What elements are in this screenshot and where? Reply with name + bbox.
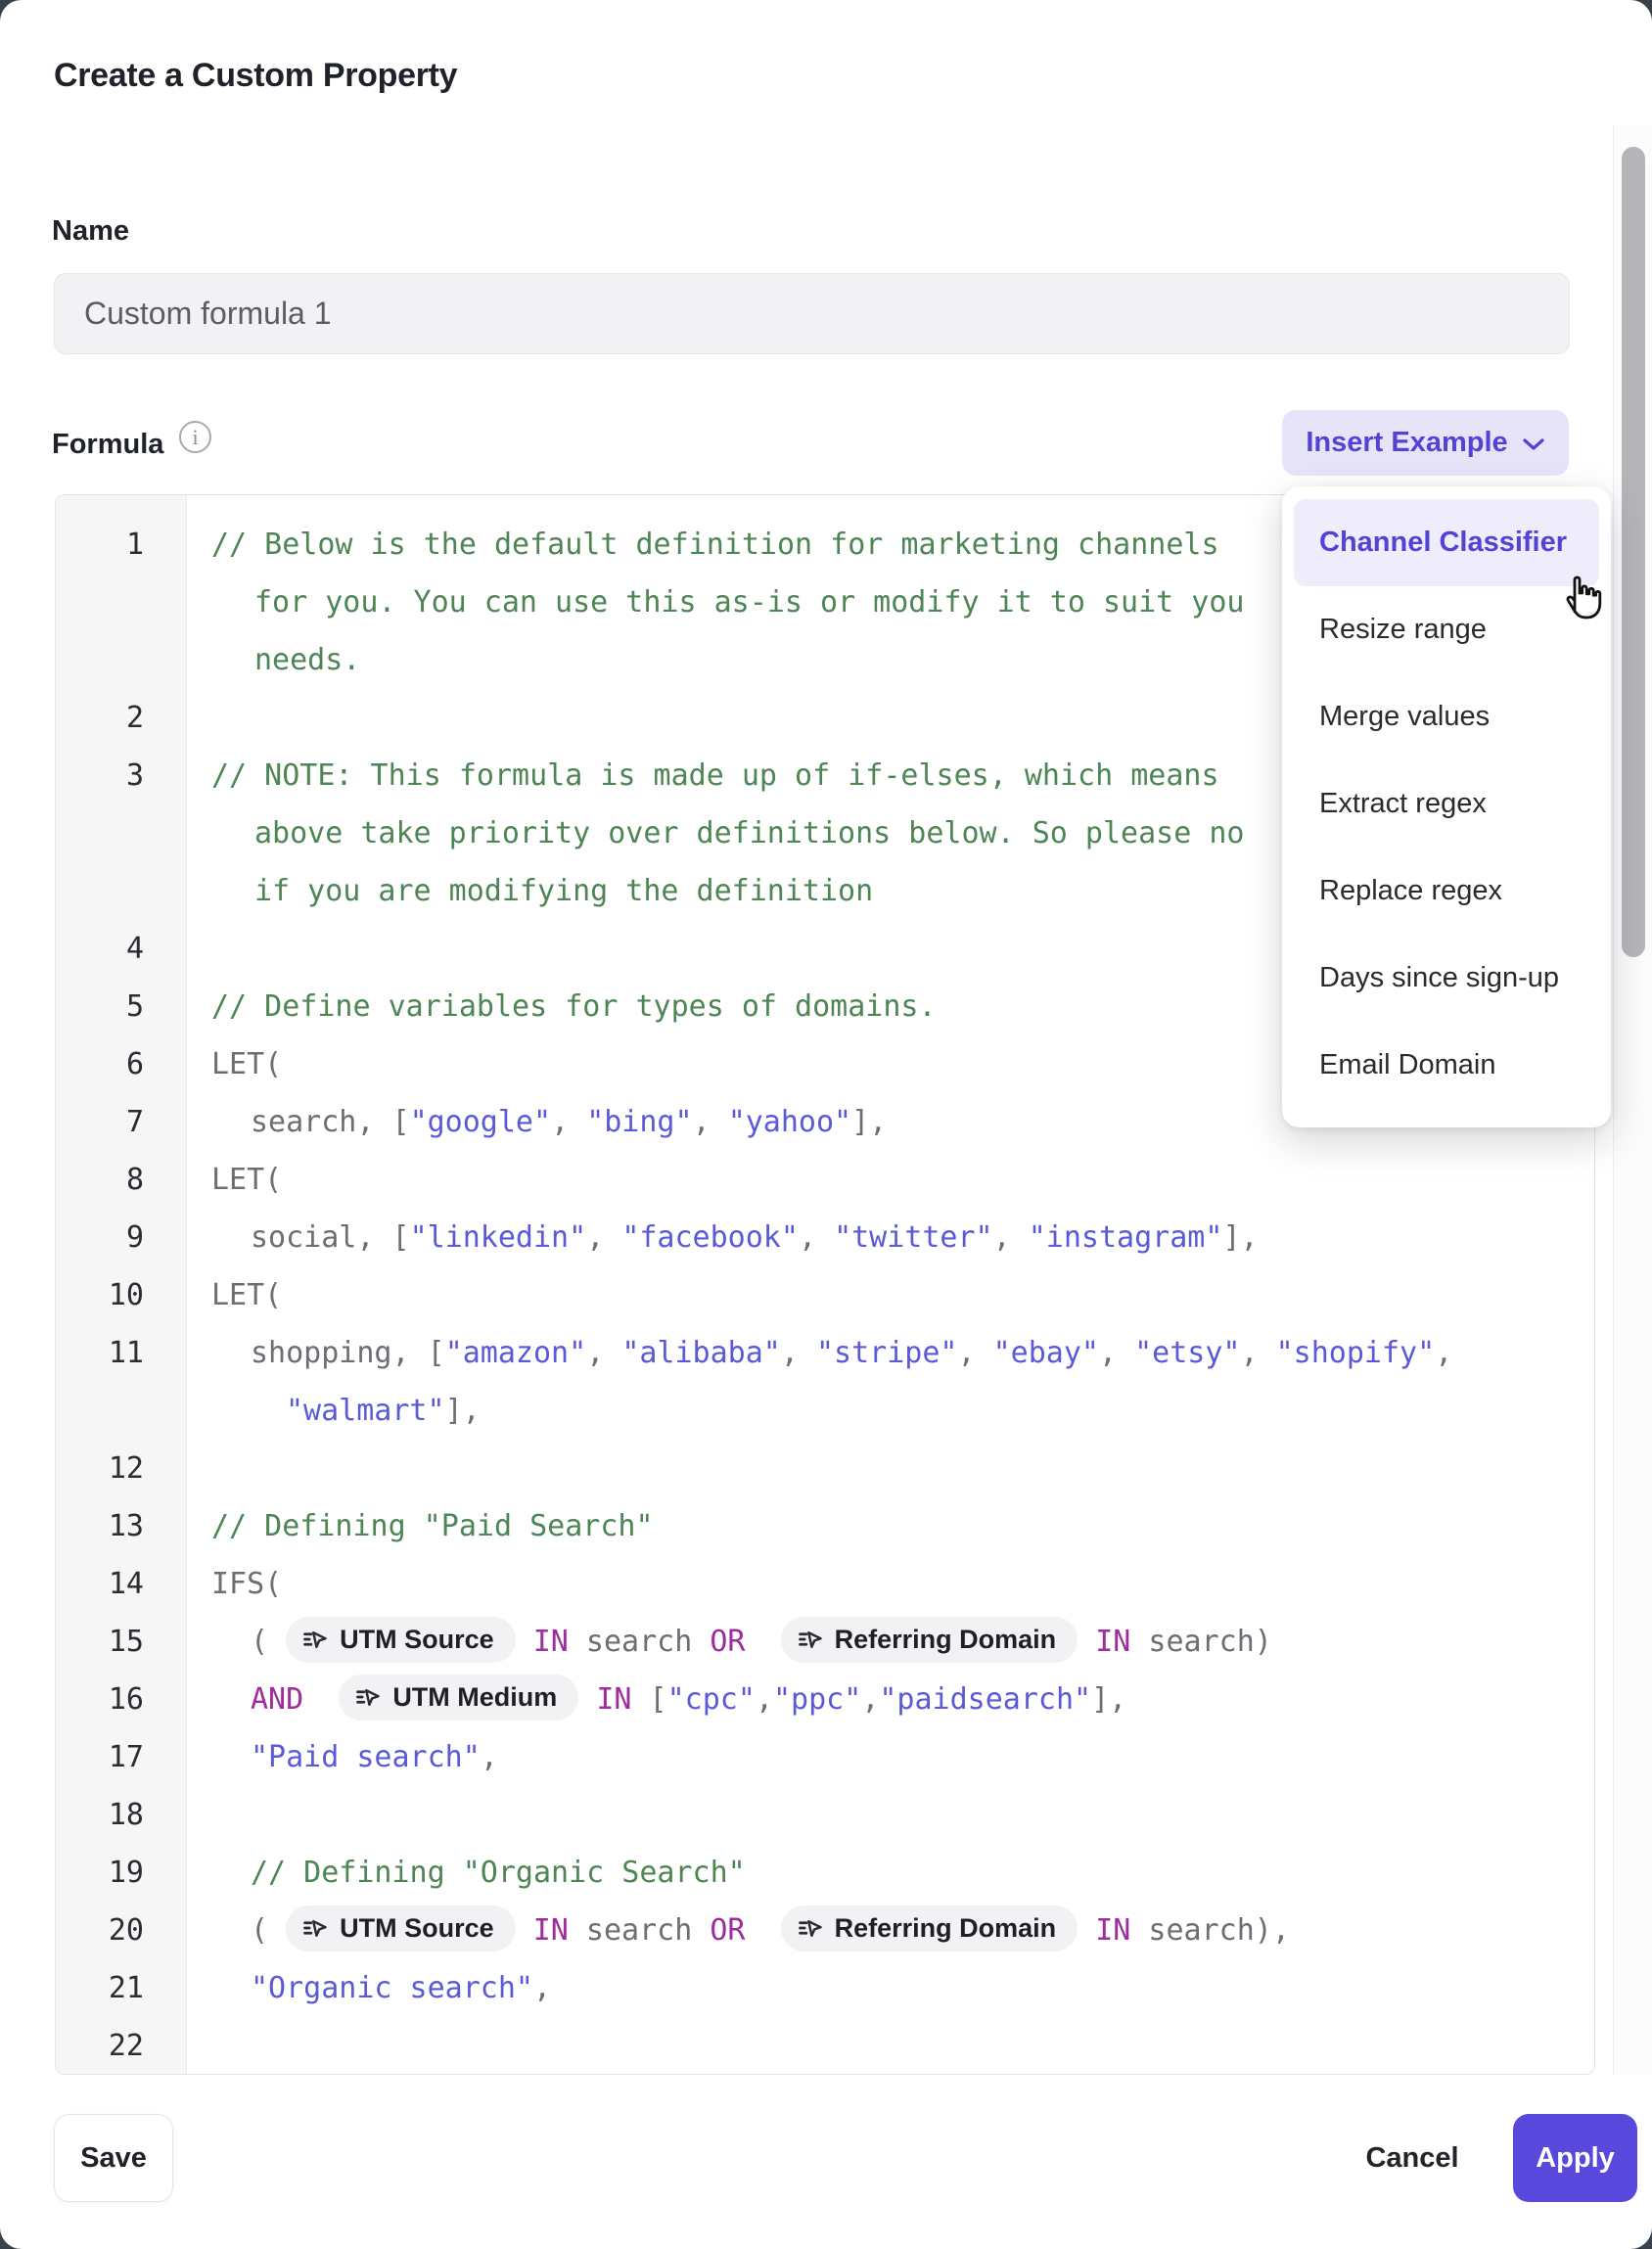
- line-number: 2: [125, 701, 144, 735]
- property-chip-label: Referring Domain: [834, 1625, 1057, 1655]
- menu-item-merge-values[interactable]: Merge values: [1319, 701, 1491, 732]
- line-number: 7: [125, 1105, 144, 1139]
- line-number: 16: [108, 1682, 144, 1717]
- code-line: [56, 2017, 1594, 2075]
- insert-example-menu: [1282, 486, 1611, 1127]
- line-number: 5: [125, 989, 144, 1024]
- chevron-down-icon: [1522, 436, 1545, 452]
- line-number: 4: [125, 932, 144, 966]
- property-icon: [797, 1914, 824, 1942]
- line-number: 17: [108, 1740, 144, 1774]
- line-number: 21: [108, 1971, 144, 2005]
- code-line: [56, 1786, 1594, 1844]
- line-number: 11: [108, 1336, 144, 1370]
- property-chip-label: Referring Domain: [834, 1913, 1057, 1944]
- code-line: 17 "Paid search",: [56, 1728, 1594, 1786]
- insert-example-button[interactable]: [1282, 410, 1569, 476]
- menu-item-channel-classifier[interactable]: Channel Classifier: [1294, 499, 1599, 586]
- code-line: 16 AND UTM Medium IN ["cpc","ppc","paidsearch"],: [56, 1671, 1594, 1728]
- line-number: 19: [108, 1856, 144, 1890]
- code-line: 9 social, ["linkedin", "facebook", "twitter", "instagram"],: [56, 1209, 1594, 1266]
- code-line: 5 // Define variables for types of domains.: [56, 978, 1594, 1035]
- line-number: 22: [108, 2029, 144, 2063]
- property-chip-label: UTM Source: [340, 1625, 494, 1655]
- dialog-title: Create a Custom Property: [54, 57, 458, 94]
- line-number: 13: [108, 1509, 144, 1543]
- code-line: 19 // Defining "Organic Search": [56, 1844, 1594, 1902]
- property-chip-label: UTM Medium: [392, 1682, 558, 1713]
- line-number: 6: [125, 1047, 144, 1081]
- property-chip[interactable]: [781, 1905, 1078, 1951]
- property-icon: [354, 1683, 382, 1711]
- code-line: 13 // Defining "Paid Search": [56, 1497, 1594, 1555]
- apply-button[interactable]: Apply: [1513, 2114, 1637, 2202]
- code-line: 7 search, ["google", "bing", "yahoo"],: [56, 1093, 1594, 1151]
- menu-item-resize-range[interactable]: Resize range: [1319, 614, 1487, 645]
- save-button[interactable]: Save: [54, 2114, 173, 2202]
- property-chip[interactable]: [339, 1675, 578, 1720]
- name-input[interactable]: [54, 273, 1570, 354]
- line-number: 20: [108, 1913, 144, 1948]
- info-icon[interactable]: i: [179, 421, 211, 453]
- code-line: 8 LET(: [56, 1151, 1594, 1209]
- property-chip-label: UTM Source: [340, 1913, 494, 1944]
- code-line: 6 LET(: [56, 1035, 1594, 1093]
- property-icon: [797, 1626, 824, 1653]
- line-number: 12: [108, 1451, 144, 1486]
- property-icon: [301, 1914, 329, 1942]
- code-line: 14 IFS(: [56, 1555, 1594, 1613]
- line-number: 3: [125, 758, 144, 793]
- insert-example-label: Insert Example: [1306, 427, 1508, 458]
- code-line: 3 // NOTE: This formula is made up of if-elses, which means above take priority over definitions below. So please no if you are modifying the definition: [56, 747, 1594, 920]
- name-label: Name: [52, 215, 129, 247]
- line-number: 9: [125, 1220, 144, 1255]
- property-chip[interactable]: [781, 1617, 1078, 1662]
- line-number: 1: [125, 528, 144, 562]
- cancel-button[interactable]: Cancel: [1339, 2114, 1486, 2202]
- line-number: 14: [108, 1567, 144, 1601]
- code-line: 15 ( UTM Source IN search OR Referring Domain IN search): [56, 1613, 1594, 1671]
- formula-label: Formula: [52, 429, 164, 460]
- menu-item-email-domain[interactable]: Email Domain: [1319, 1049, 1496, 1080]
- code-line: 21 "Organic search",: [56, 1959, 1594, 2017]
- modal-scrollbar-thumb[interactable]: [1622, 147, 1645, 957]
- code-line: 20 ( UTM Source IN search OR Referring Domain IN search),: [56, 1902, 1594, 1959]
- property-chip[interactable]: [286, 1617, 516, 1662]
- property-chip[interactable]: [286, 1905, 516, 1951]
- code-line: 10 LET(: [56, 1266, 1594, 1324]
- menu-item-replace-regex[interactable]: Replace regex: [1319, 875, 1502, 906]
- code-line: 11 shopping, ["amazon", "alibaba", "stripe", "ebay", "etsy", "shopify", "walmart"],: [56, 1324, 1594, 1440]
- line-number: 10: [108, 1278, 144, 1312]
- line-number: 18: [108, 1798, 144, 1832]
- code-line: 1 // Below is the default definition for marketing channels for you. You can use this as-is or modify it to suit you needs.: [56, 516, 1594, 689]
- menu-item-days-since-sign-up[interactable]: Days since sign-up: [1319, 962, 1559, 993]
- line-number: 15: [108, 1625, 144, 1659]
- menu-item-extract-regex[interactable]: Extract regex: [1319, 788, 1487, 819]
- line-number: 8: [125, 1163, 144, 1197]
- code-line: [56, 1440, 1594, 1497]
- property-icon: [301, 1626, 329, 1653]
